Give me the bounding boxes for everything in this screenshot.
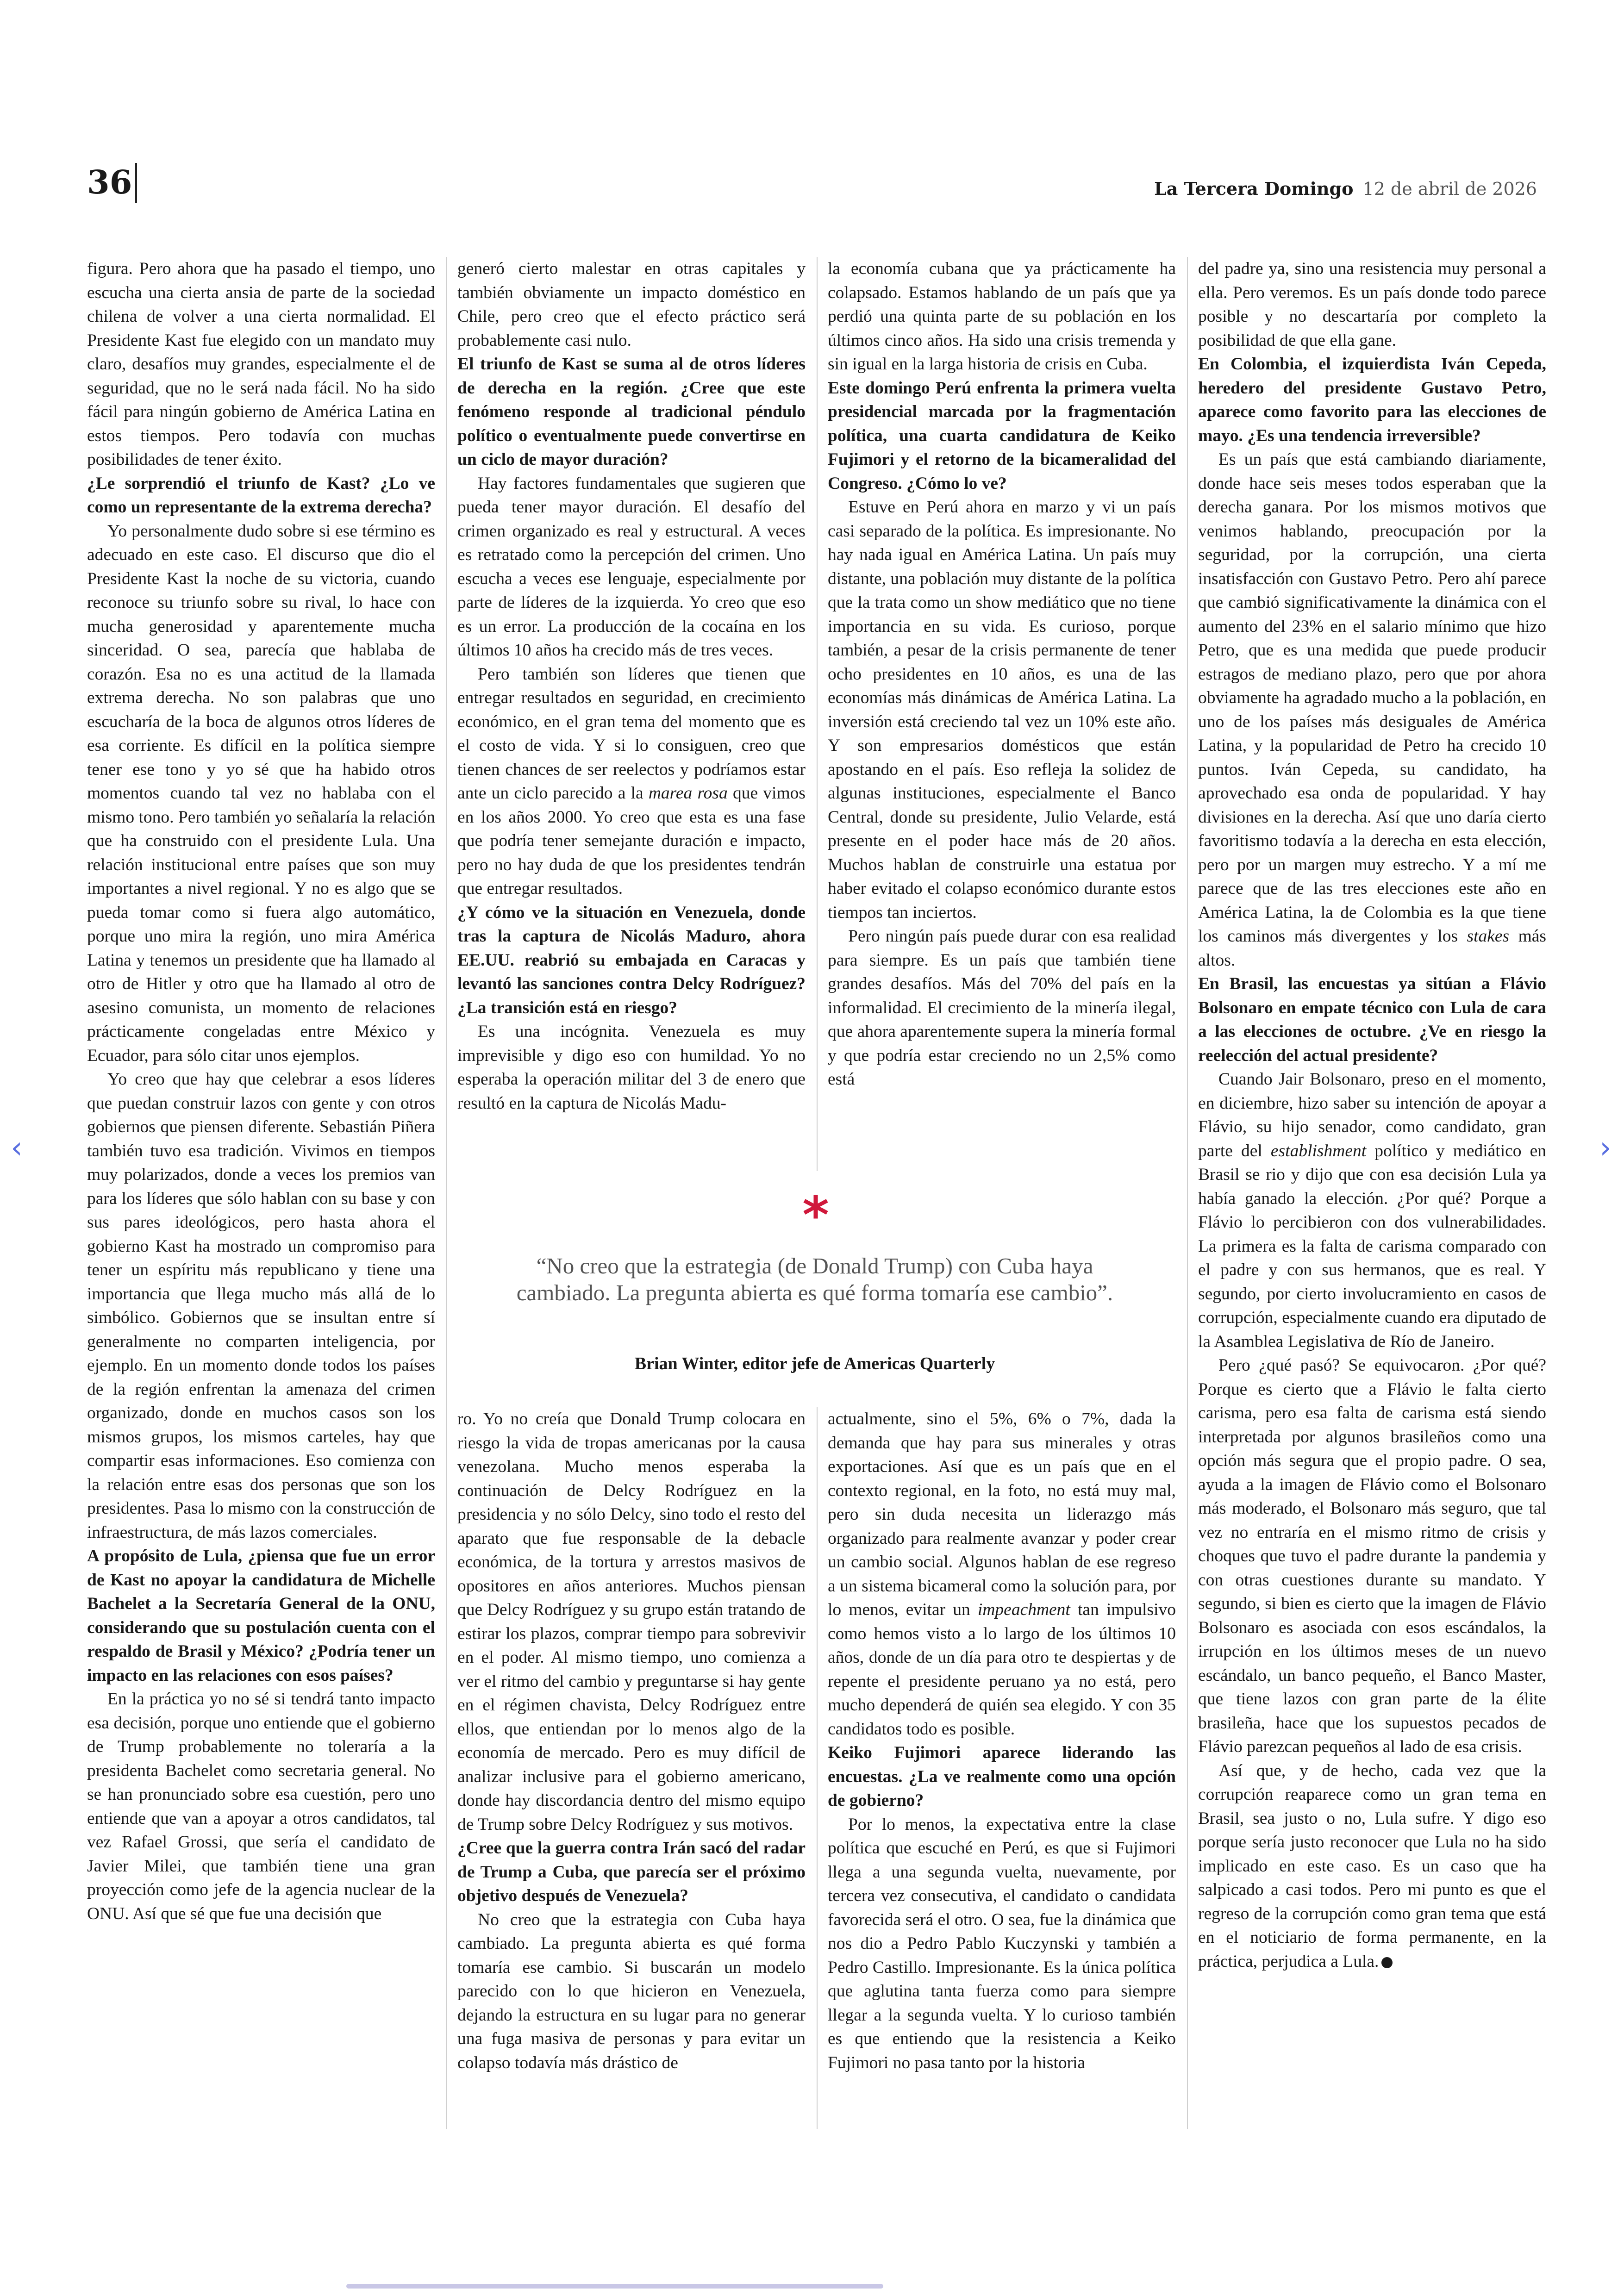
column-rule — [1187, 257, 1188, 2129]
interview-question: En Brasil, las encuestas ya sitúan a Flávio Bolsonaro en empate técnico con Lula de cara a las elecciones de octubre. ¿Ve en riesgo la reelección del actual presidente? — [1198, 974, 1546, 1065]
masthead — [1154, 178, 1537, 199]
interview-question: ¿Y cómo ve la situación en Venezuela, donde tras la captura de Nicolás Maduro, ahora EE.UU. reabrió su embajada en Caracas y levantó las sanciones contra Delcy Rodríguez? ¿La transición está en riesgo? — [457, 903, 806, 1017]
column-3-bottom — [828, 1407, 1176, 2129]
column-1 — [87, 257, 435, 2129]
paragraph: Pero ningún país puede durar con esa realidad para siempre. Es un país que también tiene grandes desafíos. Más del 70% del país en la informalidad. El crecimiento de la minería ilegal, que ahora aparentemente supera la minería formal y que podría estar creciendo no un 2,5% como está — [828, 927, 1176, 1089]
paragraph — [1198, 448, 1546, 972]
paragraph: ro. Yo no creía que Donald Trump colocara en riesgo la vida de tropas americanas por la causa venezolana. Mucho menos esperaba la continuación de Delcy Rodríguez en la presidencia y no sólo Delcy, sino todo el resto del aparato que fue responsable de la debacle económica, de la tortura y arrestos masivos de opositores en años anteriores. Muchos piensan que Delcy Rodríguez y su grupo están tratando de estirar los plazos, comprar tiempo para sobrevivir en el poder. Al mismo tiempo, uno comienza a ver el ritmo del cambio y preguntarse si hay gente en el régimen chavista, Delcy Rodríguez entre ellos, que entiendan por lo menos algo de la economía de mercado. Pero es muy difícil de analizar inclusive para el gobierno americano, donde hay discordancia dentro del mismo equipo de Trump sobre Delcy Rodríguez y sus motivos. — [457, 1409, 806, 1834]
column-rule — [817, 1407, 818, 2129]
interview-question: ¿Le sorprendió el triunfo de Kast? ¿Lo ve como un representante de la extrema derecha? — [87, 474, 435, 517]
column-rule — [446, 257, 447, 2129]
paragraph: generó cierto malestar en otras capitales y también obviamente un impacto doméstico en Chile, pero creo que el efecto práctico será probablemente casi nulo. — [457, 259, 806, 350]
paragraph: Pero ¿qué pasó? Se equivocaron. ¿Por qué? Porque es cierto que a Flávio le falta cierto carisma, pero esa falta de carisma está siendo interpretada por algunos brasileños como una opción más segura que el propio padre. O sea, ayuda a la imagen de Flávio como el Bolsonaro más moderado, el Bolsonaro más seguro, que tal vez no entraría en el mismo ritmo de crisis y choques que tuvo el padre durante la pandemia y con otras cuestiones durante su mandato. Y segundo, si bien es cierto que la imagen de Flávio Bolsonaro es asociada con esos escándalos, la irrupción en los últimos meses de un nuevo escándalo, un banco pequeño, el Banco Master, que tiene lazos con gran parte de la élite brasileña, hace que los supuestos pecados de Flávio parezcan pequeños al lado de esa crisis. — [1198, 1356, 1546, 1756]
text-run: tan impulsivo como hemos visto a lo largo de los últimos 10 años, donde de un día para otro te despiertas y de repente el presidente peruano ya no está, pero mucho dependerá de quién sea elegido. Y con 35 candidatos todo es posible. — [828, 1600, 1176, 1739]
pull-quote: “No creo que la estrategia (de Donald Trump) con Cuba haya cambiado. La pregunta abierta es qué forma tomaría ese cambio”. — [516, 1253, 1113, 1305]
text-run: Pero también son líderes que tienen que entregar resultados en seguridad, en crecimiento económico, en el gran tema del momento que es el costo de vida. Y si lo consiguen, creo que tienen chances de ser reelectos y podríamos estar ante un ciclo parecido a la — [457, 664, 806, 803]
column-rule — [817, 257, 818, 1171]
emphasis: marea rosa — [648, 784, 728, 803]
page-number-divider — [135, 163, 137, 203]
column-2-top — [457, 257, 806, 1171]
text-run: más altos. — [1198, 927, 1546, 970]
paragraph — [1198, 1067, 1546, 1353]
paragraph — [828, 1407, 1176, 1741]
text-run: político y mediático en Brasil se rio y dijo que con esa decisión Lula ya había ganado la elección. ¿Por qué? Porque a Flávio lo percibieron con dos vulnerabilidades. La primera es la falta de carisma comparado con el padre y con sus hermanos, que es real. Y segundo, por cierto involucramiento en casos de corrupción, especialmente cuando era diputado de la Asamblea Legislativa de Río de Janeiro. — [1198, 1141, 1546, 1351]
next-page-icon[interactable]: › — [1599, 1131, 1612, 1165]
emphasis: impeachment — [977, 1600, 1070, 1619]
publication-name: La Tercera Domingo — [1154, 178, 1354, 199]
paragraph: No creo que la estrategia con Cuba haya cambiado. La pregunta abierta es qué forma tomaría ese cambio. Si buscarán un modelo parecido con lo que hicieron en Venezuela, dejando la estructura en su lugar para no generar una fuga masiva de personas y para evitar un colapso todavía más drástico de — [457, 1910, 806, 2072]
interview-question: ¿Cree que la guerra contra Irán sacó del radar de Trump a Cuba, que parecía ser el próximo objetivo después de Venezuela? — [457, 1839, 806, 1905]
paragraph: Estuve en Perú ahora en marzo y vi un país casi separado de la política. Es impresionante. No hay nada igual en América Latina. Un país muy distante, una población muy distante de la política que la trata como un show mediático que no tiene importancia en su vida. Es curioso, porque también, a pesar de la crisis permanente de tener ocho presidentes en 10 años, es una de las economías más dinámicas de América Latina. La inversión está creciendo tal vez un 10% este año. Y son empresarios domésticos que están apostando en el país. Eso refleja la solidez de algunas instituciones, especialmente el Banco Central, donde su presidente, Julio Velarde, está presente en el poder hace más de 20 años. Muchos hablan de construirle una estatua por haber evitado el colapso económico durante estos tiempos tan inciertos. — [828, 498, 1176, 922]
emphasis: stakes — [1467, 927, 1510, 946]
paragraph: del padre ya, sino una resistencia muy personal a ella. Pero veremos. Es un país donde todo parece posible y no descartaría por completo la posibilidad de que ella gane. — [1198, 259, 1546, 350]
interview-question: En Colombia, el izquierdista Iván Cepeda, heredero del presidente Gustavo Petro, aparece como favorito para las elecciones de mayo. ¿Es una tendencia irreversible? — [1198, 355, 1546, 445]
previous-page-icon[interactable]: ‹ — [11, 1131, 23, 1165]
column-2-bottom — [457, 1407, 806, 2129]
paragraph: Por lo menos, la expectativa entre la clase política que escuché en Perú, es que si Fujimori llega a una segunda vuelta, nuevamente, por tercera vez consecutiva, el candidato o candidata favorecida será el otro. O sea, fue la dinámica que nos dio a Pedro Pablo Kuczynski y también a Pedro Castillo. Impresionante. Es la única política que aglutina tanta fuerza como para siempre llegar a la segunda vuelta. Y lo curioso también es que entiendo que la resistencia a Keiko Fujimori no pasa tanto por la historia — [828, 1815, 1176, 2072]
paragraph: Es una incógnita. Venezuela es muy imprevisible y digo eso con humildad. Yo no esperaba la operación militar del 3 de enero que resultó en la captura de Nicolás Madu- — [457, 1022, 806, 1113]
horizontal-scrollbar[interactable] — [346, 2284, 883, 2289]
paragraph: figura. Pero ahora que ha pasado el tiempo, uno escucha una cierta ansia de parte de la sociedad chilena de volver a una cierta normalidad. El Presidente Kast fue elegido con un mandato muy claro, desafíos muy grandes, especialmente el de seguridad, que no le será nada fácil. No ha sido fácil para ningún gobierno de América Latina en estos tiempos. Pero todavía con muchas posibilidades de tener éxito. — [87, 259, 435, 469]
text-run: actualmente, sino el 5%, 6% o 7%, dada la demanda que hay para sus minerales y otras exportaciones. Así que es un país que en el contexto regional, en la foto, no está muy mal, pero sin duda necesita un liderazgo más organizado para realmente avanzar y poder crear un cambio social. Algunos hablan de ese regreso a un sistema bicameral como la solución para, por lo menos, evitar un — [828, 1409, 1176, 1619]
column-3-top — [828, 257, 1176, 1171]
interview-question: El triunfo de Kast se suma al de otros líderes de derecha en la región. ¿Cree que este fenómeno responde al tradicional péndulo político o eventualmente puede convertirse en un ciclo de mayor duración? — [457, 355, 806, 469]
page-number: 36 — [87, 163, 132, 201]
text-run: Así que, y de hecho, cada vez que la corrupción reaparece como un gran tema en Brasil, sea justo o no, Lula sufre. Y digo eso porque sería justo reconocer que Lula no ha sido implicado en este caso. Es un caso que ha salpicado a casi todos. Pero mi punto es que el regreso de la corrupción como gran tema que está en el noticiario de forma permanente, en la práctica, perjudica a Lula. — [1198, 1761, 1546, 1971]
pull-quote-author: Brian Winter, editor jefe de Americas Quarterly — [634, 1354, 995, 1373]
paragraph: Yo creo que hay que celebrar a esos líderes que puedan construir lazos con gente y con otros gobiernos que piensen diferente. Sebastián Piñera también tuvo esa tradición. Vivimos en tiempos muy polarizados, donde a veces los premios van para los líderes que sólo hablan con su base y con sus pares ideológicos, pero hasta ahora el gobierno Kast ha mostrado un compromiso para tener un espíritu más republicano y tiene una importancia que llega mucho más allá de lo simbólico. Gobiernos que se insultan entre sí generalmente no comparten inteligencia, por ejemplo. En un momento donde todos los países de la región enfrentan la amenaza del crimen organizado, donde en muchos casos son los mismos grupos, los mismos carteles, hay que compartir esas informaciones. Eso comienza con la relación entre esas dos personas que son los presidentes. Pasa lo mismo con la construcción de infraestructura, de más lazos comerciales. — [87, 1070, 435, 1542]
paragraph: Yo personalmente dudo sobre si ese término es adecuado en este caso. El discurso que dio el Presidente Kast la noche de su victoria, cuando reconoce su triunfo sobre su rival, lo hace con mucha generosidad y aparentemente mucha sinceridad. O sea, parecía que hablaba de corazón. Esa no es una actitud de la llamada extrema derecha. No son palabras que uno escucharía de la boca de algunos otros líderes de esa corriente. Es difícil en la política siempre tener ese tono y yo sé que ha habido otros momentos cuando tal vez no hablaba con el mismo tono. Pero también yo señalaría la relación que ha construido con el presidente Lula. Una relación institucional entre países que son muy importantes a nivel regional. Y no es algo que se pueda tomar como si fuera algo automático, porque uno mira la región, uno mira América Latina y tenemos un presidente que ha llamado al otro de Hitler y otro que ha llamado al otro de asesino comunista, un momento de relaciones prácticamente congeladas entre México y Ecuador, para sólo citar unos ejemplos. — [87, 521, 435, 1065]
emphasis: establishment — [1270, 1141, 1367, 1160]
end-of-article-icon — [1381, 1957, 1393, 1968]
text-run: Es un país que está cambiando diariamente, donde hace seis meses todos esperaban que la derecha ganara. Por los mismos motivos que venimos hablando, preocupación por la seguridad, por la corrupción, una cierta insatisfacción con Gustavo Petro. Pero ahí parece que cambió significativamente la dinámica con el aumento del 23% en el salario mínimo que hizo Petro, que es una medida que puede producir estragos de mediano plazo, pero que por ahora obviamente ha agradado mucho a la población, en uno de los países más desiguales de América Latina, y la popularidad de Petro ha crecido 10 puntos. Iván Cepeda, su candidato, ha aprovechado esa onda de popularidad. Y hay divisiones en la derecha. Así que uno daría cierto favoritismo todavía a la derecha en esta elección, pero por un margen muy estrecho. Y a mí me parece que de las tres elecciones este año en América Latina, la de Colombia es la que tiene los caminos más divergentes y los — [1198, 450, 1546, 946]
asterisk-icon: * — [802, 1185, 829, 1245]
paragraph — [1198, 1759, 1546, 1974]
column-4 — [1198, 257, 1546, 2129]
issue-date: 12 de abril de 2026 — [1362, 179, 1537, 199]
text-run: Cuando Jair Bolsonaro, preso en el momento, en diciembre, hizo saber su intención de apoyar a Flávio, su hijo senador, como candidato, gran parte del — [1198, 1070, 1546, 1160]
paragraph: la economía cubana que ya prácticamente ha colapsado. Estamos hablando de un país que ya perdió una quinta parte de su población en los últimos cinco años. Ha sido una crisis tremenda y sin igual en la larga historia de crisis en Cuba. — [828, 259, 1176, 374]
interview-question: Este domingo Perú enfrenta la primera vuelta presidencial marcada por la fragmentación política, una cuarta candidatura de Keiko Fujimori y el retorno de la bicameralidad del Congreso. ¿Cómo lo ve? — [828, 378, 1176, 493]
paragraph: Hay factores fundamentales que sugieren que pueda tener mayor duración. El desafío del crimen organizado es real y estructural. A veces es retratado como la percepción del crimen. Uno escucha a veces ese lenguaje, especialmente por parte de líderes de la izquierda. Yo creo que eso es un error. La producción de la cocaína en los últimos 10 años ha crecido más de tres veces. — [457, 474, 806, 660]
paragraph: En la práctica yo no sé si tendrá tanto impacto esa decisión, porque uno entiende que el gobierno de Trump probablemente no toleraría a la presidenta Bachelet como secretaria general. No se han pronunciado sobre esa cuestión, pero uno entiende que van a apoyar a otros candidatos, tal vez Rafael Grossi, que sería el candidato de Javier Milei, que también tiene una gran proyección como jefe de la agencia nuclear de la ONU. Así que sé que fue una decisión que — [87, 1690, 435, 1923]
interview-question: Keiko Fujimori aparece liderando las encuestas. ¿La ve realmente como una opción de gobierno? — [828, 1743, 1176, 1810]
text-run: que vimos en los años 2000. Yo creo que esta es una fase que podría tener semejante duración e impacto, pero no hay duda de que los presidentes tendrán que entregar resultados. — [457, 784, 806, 898]
interview-question: A propósito de Lula, ¿piensa que fue un error de Kast no apoyar la candidatura de Michelle Bachelet a la Secretaría General de la ONU, considerando que su postulación cuenta con el respaldo de Brasil y México? ¿Podría tener un impacto en las relaciones con esos países? — [87, 1547, 435, 1685]
paragraph — [457, 662, 806, 901]
